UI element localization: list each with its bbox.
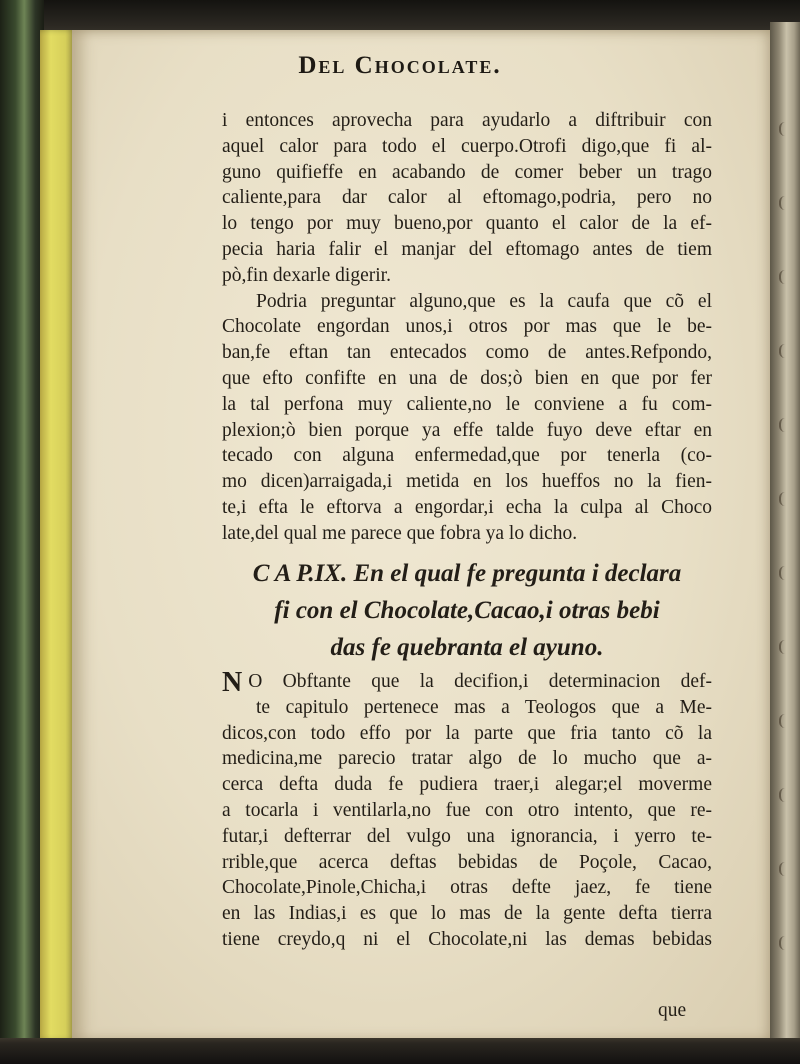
bottom-shadow (0, 1038, 800, 1064)
edge-mark (779, 418, 793, 432)
chapter-heading (222, 555, 712, 666)
edge-mark (779, 122, 793, 136)
edge-mark (779, 566, 793, 580)
text-line: mo dicen)arraigada,i metida en los hueffos no la fien- (222, 471, 712, 493)
edge-mark (779, 492, 793, 506)
text-line: Chocolate,Pinole,Chicha,i otras defte jaez, fe tiene (222, 877, 712, 899)
text-line: tiene creydo,q ni el Chocolate,ni las demas bebidas (222, 928, 712, 950)
left-binding (0, 0, 44, 1064)
text-line: plexion;ò bien porque ya effe talde fuyo deve eftar en (222, 419, 712, 441)
text-line: que efto confifte en una de dos;ò bien en que por fer (222, 367, 712, 389)
edge-mark (779, 640, 793, 654)
text-line: futar,i defterrar del vulgo una ignorancia, i yerro te- (222, 825, 712, 847)
text-line: en las Indias,i es que lo mas de la gente defta tierra (222, 903, 712, 925)
page-edge-yellow (40, 30, 76, 1040)
edge-mark (779, 788, 793, 802)
edge-mark (779, 714, 793, 728)
text-line: a tocarla i ventilarla,no fue con otro intento, que re- (222, 799, 712, 821)
chapter-heading-line: C A P.IX. En el qual fe pregunta i declara (252, 560, 682, 587)
edge-marks (776, 122, 794, 1010)
text-line: aquel calor para todo el cuerpo.Otrofi digo,que fi al- (222, 135, 712, 157)
body-text-lower (222, 669, 712, 953)
right-page-edge (770, 22, 800, 1052)
text-line: lo tengo por muy bueno,por quanto el calor de la ef- (222, 213, 712, 235)
text-line: la tal perfona muy caliente,no le conviene a fu com- (222, 393, 712, 415)
edge-mark (779, 196, 793, 210)
edge-mark (779, 862, 793, 876)
chapter-heading-line: das fe quebranta el ayuno. (330, 634, 604, 661)
chapter-heading-line: fi con el Chocolate,Cacao,i otras bebi (274, 597, 660, 624)
drop-capital: N (222, 667, 243, 698)
edge-mark (779, 344, 793, 358)
text-line: guno quifieffe en acabando de comer beber un trago (222, 161, 712, 183)
running-header: Del Chocolate. (298, 52, 502, 79)
text-line: pecia haria falir el manjar del eftomago antes de tiem (222, 238, 712, 260)
text-line: dicos,con todo effo por la parte que fria tanto cõ la (222, 722, 712, 744)
text-line-first (222, 667, 712, 698)
catchword: que (658, 1000, 687, 1021)
text-line: pò,fin dexarle digerir. (222, 264, 391, 286)
text-line: late,del qual me parece que fobra ya lo dicho. (222, 522, 578, 544)
text-line: caliente,para dar calor al eftomago,podria, pero no (222, 187, 712, 209)
text-line-first-rest: O Obftante que la decifion,i determinacion def- (248, 671, 712, 692)
text-line: te capitulo pertenece mas a Teologos que a Me- (256, 696, 712, 718)
body-text-upper (222, 108, 712, 547)
text-line: tecado con alguna enfermedad,que por tenerla (co- (222, 445, 712, 467)
text-line: cerca defta duda fe pudiera traer,i alegar;el moverme (222, 774, 712, 796)
text-line: te,i efta le eftorva a engordar,i echa la culpa al Choco (222, 496, 712, 518)
text-line: Podria preguntar alguno,que es la caufa que cõ el (256, 290, 712, 312)
text-line: i entonces aprovecha para ayudarlo a diftribuir con (222, 110, 712, 131)
text-line: ban,fe eftan tan entecados como de antes.Refpondo, (222, 342, 712, 364)
text-line: medicina,me parecio tratar algo de lo mucho que a- (222, 748, 712, 770)
text-line: rrible,que acerca deftas bebidas de Poçole, Cacao, (222, 851, 712, 873)
edge-mark (779, 936, 793, 950)
edge-mark (779, 270, 793, 284)
text-line: Chocolate engordan unos,i otros por mas que le be- (222, 316, 712, 338)
